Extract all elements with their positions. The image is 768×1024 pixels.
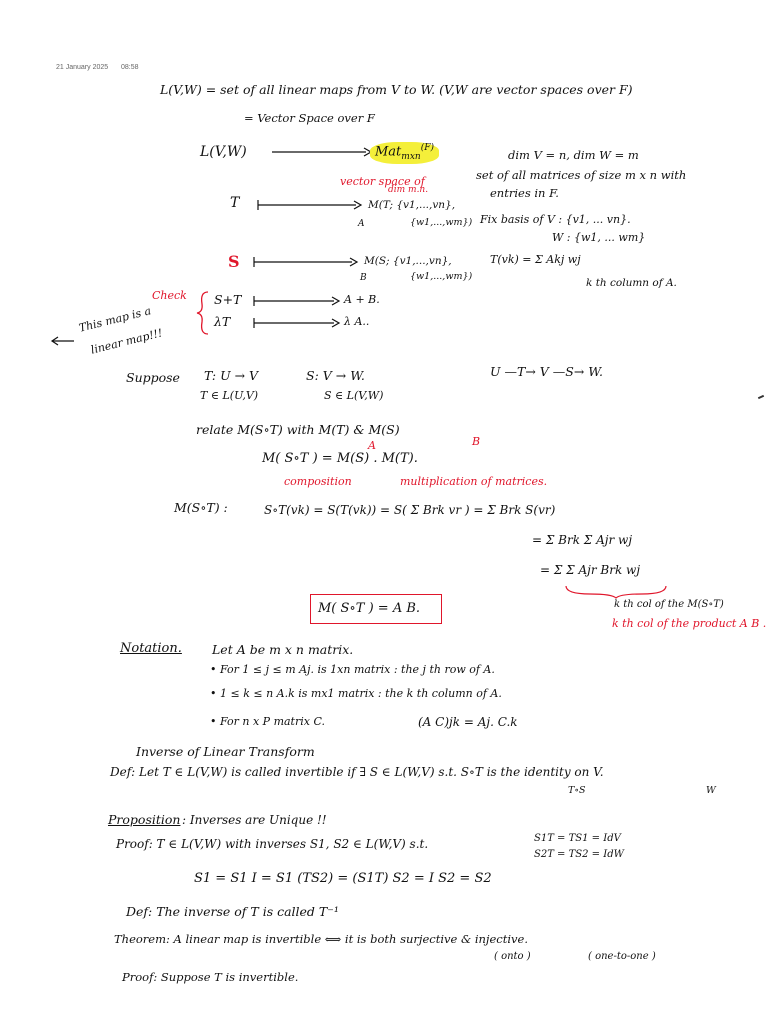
arrow-lvw (272, 146, 372, 158)
line-lvw: L(V,W) (200, 144, 247, 160)
note-check: Check (152, 289, 187, 302)
brace-product-icon (564, 584, 668, 600)
line-lambda-A: λ A.. (344, 315, 370, 328)
line-S-in: S ∈ L(V,W) (324, 389, 384, 402)
line-T-map: T: U → V (204, 368, 259, 383)
line-MS-w: {w1,...,wm}) (410, 271, 473, 282)
line-T: T (230, 195, 240, 211)
line-S-plus-T: S+T (214, 292, 242, 307)
heading-notation: Notation. (120, 641, 182, 656)
note-linear-map: This map is a (77, 304, 153, 335)
page-edge-mark (758, 395, 764, 399)
note-composition: composition (284, 475, 352, 488)
brace-check-icon (196, 290, 210, 336)
line-column: • 1 ≤ k ≤ n A.k is mx1 matrix : the k th column of A. (210, 687, 502, 700)
header-time: 08:58 (121, 64, 139, 71)
line-MT: M(T; {v1,...,vn}, (368, 199, 456, 211)
line-lambda-T: λT (214, 314, 231, 329)
note-multiplication: multiplication of matrices. (400, 475, 548, 488)
line-theorem: Theorem: A linear map is invertible ⟺ it is both surjective & injective. (114, 932, 528, 946)
note-kth-col-product: k th col of the product A B . (612, 617, 767, 630)
line-relate: relate M(S∘T) with M(T) & M(S) (196, 422, 400, 437)
note-eq-B: B (472, 435, 481, 448)
line-fix-basis-w: W : {w1, ... wm} (552, 231, 646, 244)
line-A-plus-B: A + B. (344, 293, 380, 306)
line-nxp: • For n x P matrix C. (210, 715, 325, 728)
note-eq-A: A (368, 439, 376, 452)
line-vector-space: = Vector Space over F (244, 111, 375, 125)
line-AC: (A C)jk = Aj. C.k (418, 715, 518, 729)
heading-inverse: Inverse of Linear Transform (136, 744, 315, 759)
line-T-in: T ∈ L(U,V) (200, 389, 259, 402)
arrow-T (256, 199, 364, 211)
note-dim: dim m.n. (388, 185, 429, 195)
line-unique-chain: S1 = S1 I = S1 (TS2) = (S1T) S2 = I S2 = S2 (194, 871, 492, 886)
mat-text: Mat (375, 144, 402, 160)
line-proof-setup: Proof: T ∈ L(V,W) with inverses S1, S2 ∈ L(W,V) s.t. (116, 837, 429, 851)
line-one-to-one: ( one-to-one ) (588, 951, 656, 962)
mat-sub: mxn (401, 151, 421, 162)
line-S2T: S2T = TS2 = IdW (534, 849, 624, 860)
heading-proposition: Proposition (108, 812, 181, 827)
note-linear-map-2: linear map!!! (89, 326, 164, 357)
line-boxed-result: M( S∘T ) = A B. (318, 601, 421, 616)
line-proof-last: Proof: Suppose T is invertible. (122, 970, 299, 984)
line-S1T: S1T = TS1 = IdV (534, 833, 621, 844)
line-unique: : Inverses are Unique !! (182, 813, 327, 827)
line-dims: dim V = n, dim W = m (508, 148, 639, 162)
mat-label (370, 142, 439, 164)
line-suppose: Suppose (126, 370, 180, 385)
arrow-scalar (252, 317, 342, 329)
line-row: • For 1 ≤ j ≤ m Aj. is 1xn matrix : the j th row of A. (210, 663, 495, 676)
line-U-V-W: U —T→ V —S→ W. (490, 364, 603, 379)
line-definition: L(V,W) = set of all linear maps from V to W. (V,W are vector spaces over F) (160, 82, 633, 97)
note-vector-space: vector space of (340, 175, 425, 188)
line-def-invertible: Def: Let T ∈ L(V,W) is called invertible if ∃ S ∈ L(W,V) s.t. S∘T is the identity on V. (110, 765, 604, 779)
line-notation: Let A be m x n matrix. (212, 642, 354, 657)
line-ToS: T∘S (568, 785, 586, 796)
line-M-SoT: M(S∘T) : (174, 500, 228, 515)
line-Tvk: T(vk) = Σ Akj wj (490, 253, 581, 266)
line-def-T-inverse: Def: The inverse of T is called T⁻¹ (126, 904, 339, 919)
line-set-matrices: set of all matrices of size m x n with (476, 168, 687, 182)
line-S-map: S: V → W. (306, 368, 365, 383)
label-A: A (358, 219, 365, 229)
line-sum-2: = Σ Σ Ajr Brk wj (540, 563, 641, 577)
line-SoT-vk: S∘T(vk) = S(T(vk)) = S( Σ Brk vr ) = Σ Brk S(vr) (264, 503, 556, 517)
header-date: 21 January 2025 (56, 64, 109, 71)
line-MT-w: {w1,...,wm}) (410, 217, 473, 228)
arrow-sum (252, 295, 342, 307)
arrow-S (252, 256, 360, 268)
mat-field: (F) (420, 143, 434, 153)
line-onto: ( onto ) (494, 951, 531, 962)
line-MS: M(S; {v1,...,vn}, (364, 255, 452, 267)
line-entries: entries in F. (490, 186, 559, 200)
line-kth-col-MSoT: k th col of the M(S∘T) (614, 599, 724, 610)
arrow-left-icon (48, 334, 76, 348)
label-B: B (360, 273, 367, 283)
line-kth-col: k th column of A. (586, 277, 677, 289)
line-S: S (228, 252, 240, 271)
line-W: W (706, 785, 716, 796)
line-sum-1: = Σ Brk Σ Ajr wj (532, 533, 633, 547)
line-product: M( S∘T ) = M(S) . M(T). (262, 451, 418, 466)
line-fix-basis: Fix basis of V : {v1, ... vn}. (480, 213, 631, 226)
